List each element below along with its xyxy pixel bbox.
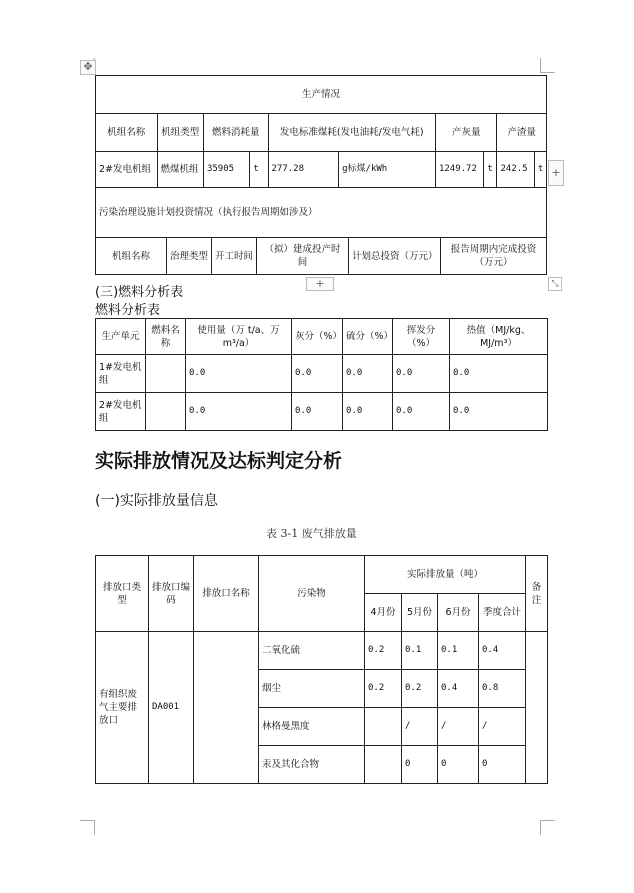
- table-row: [96, 393, 548, 431]
- em-cell-outlet-type: 有组织废气主要排放口: [96, 632, 149, 784]
- crop-mark-bottom-left: [80, 820, 95, 835]
- fuel-analysis-table: [95, 318, 548, 431]
- cell-ash-value: 1249.72: [435, 152, 483, 188]
- fuel-header-volatile: 挥发分（%）: [393, 319, 450, 355]
- fuel-cell-unit: 1#发电机组: [96, 355, 146, 393]
- fuel-cell-usage: 0.0: [186, 355, 292, 393]
- fuel-header-sulfur: 硫分（%）: [343, 319, 393, 355]
- em-cell-total: 0.8: [479, 670, 526, 708]
- header-coal-consumption: 发电标准煤耗(发电油耗/发电气耗): [268, 114, 435, 152]
- emission-table-caption: 表 3-1 废气排放量: [266, 527, 357, 540]
- em-header-outlet-name: 排放口名称: [194, 556, 259, 632]
- em-header-month-5: 5月份: [402, 594, 438, 632]
- inv-header-completed-investment: 报告周期内完成投资（万元）: [450, 244, 537, 268]
- fuel-header-heat: 热值（MJ/kg、MJ/m³）: [450, 319, 548, 355]
- fuel-cell-sulfur: 0.0: [343, 393, 393, 431]
- table-row: [96, 355, 548, 393]
- em-header-quarter-total: 季度合计: [479, 594, 526, 632]
- fuel-cell-volatile: 0.0: [393, 393, 450, 431]
- crop-mark-bottom-right: [540, 820, 555, 835]
- em-header-outlet-code: 排放口编码: [149, 556, 194, 632]
- fuel-cell-ash: 0.0: [292, 393, 343, 431]
- inv-header-start: 开工时间: [212, 238, 257, 274]
- em-header-actual: 实际排放量（吨）: [365, 556, 526, 594]
- em-cell-total: 0: [479, 746, 526, 784]
- em-cell-m4: 0.2: [365, 632, 402, 670]
- table-row: [96, 632, 548, 670]
- inv-header-planned: 计划总投资（万元）: [349, 238, 441, 274]
- em-cell-outlet-name: [194, 632, 259, 784]
- fuel-cell-heat: 0.0: [450, 393, 548, 431]
- em-cell-m6: /: [438, 708, 479, 746]
- fuel-cell-name: [146, 393, 186, 431]
- em-cell-m6: 0.1: [438, 632, 479, 670]
- inv-header-type: 治理类型: [167, 238, 212, 274]
- em-header-pollutant: 污染物: [259, 556, 365, 632]
- crop-mark-top-right: [540, 58, 555, 73]
- em-cell-outlet-code: DA001: [149, 632, 194, 784]
- header-fuel-consumption: 燃料消耗量: [203, 114, 268, 152]
- pollution-investment-title: 污染治理设施计划投资情况（执行报告周期如涉及）: [96, 188, 547, 238]
- fuel-section-heading: (三)燃料分析表: [95, 285, 184, 300]
- header-ash-output: 产灰量: [435, 114, 497, 152]
- cell-unit-type: 燃煤机组: [157, 152, 203, 188]
- em-cell-remark: [526, 632, 548, 784]
- fuel-header-ash: 灰分（%）: [292, 319, 343, 355]
- production-title: 生产情况: [96, 76, 547, 114]
- em-cell-pollutant: 汞及其化合物: [259, 746, 365, 784]
- fuel-cell-ash: 0.0: [292, 355, 343, 393]
- table-move-handle[interactable]: ✥: [80, 60, 96, 75]
- cell-fuel-value: 35905: [203, 152, 249, 188]
- em-cell-pollutant: 烟尘: [259, 670, 365, 708]
- inv-header-complete: （拟）建成投产时间: [257, 238, 349, 274]
- em-cell-total: 0.4: [479, 632, 526, 670]
- em-cell-m5: 0.1: [402, 632, 438, 670]
- cell-slag-unit: t: [534, 152, 546, 188]
- em-header-remark: 备注: [526, 556, 548, 632]
- fuel-cell-usage: 0.0: [186, 393, 292, 431]
- inv-header-unit: 机组名称: [96, 238, 167, 274]
- add-row-button[interactable]: +: [306, 277, 334, 291]
- cell-unit-name: 2#发电机组: [96, 152, 158, 188]
- em-cell-m5: /: [402, 708, 438, 746]
- cell-fuel-unit: t: [250, 152, 268, 188]
- fuel-table-title: 燃料分析表: [95, 303, 161, 318]
- cell-coal-unit: g标煤/kWh: [339, 152, 436, 188]
- fuel-cell-unit: 2#发电机组: [96, 393, 146, 431]
- em-cell-m4: 0.2: [365, 670, 402, 708]
- emission-table: [95, 555, 548, 784]
- em-cell-m5: 0: [402, 746, 438, 784]
- em-cell-total: /: [479, 708, 526, 746]
- production-table: [95, 75, 547, 275]
- fuel-cell-heat: 0.0: [450, 355, 548, 393]
- emission-section-heading: 实际排放情况及达标判定分析: [95, 450, 343, 472]
- fuel-header-name: 燃料名称: [146, 319, 186, 355]
- add-column-button[interactable]: +: [548, 160, 564, 186]
- header-slag-output: 产渣量: [497, 114, 547, 152]
- em-header-outlet-type: 排放口类型: [96, 556, 149, 632]
- fuel-cell-sulfur: 0.0: [343, 355, 393, 393]
- em-cell-m6: 0.4: [438, 670, 479, 708]
- em-cell-m4: [365, 708, 402, 746]
- em-cell-m6: 0: [438, 746, 479, 784]
- em-cell-m4: [365, 746, 402, 784]
- header-unit-name: 机组名称: [96, 114, 158, 152]
- em-cell-pollutant: 林格曼黑度: [259, 708, 365, 746]
- fuel-cell-volatile: 0.0: [393, 355, 450, 393]
- fuel-header-unit: 生产单元: [96, 319, 146, 355]
- cell-slag-value: 242.5: [497, 152, 534, 188]
- header-unit-type: 机组类型: [157, 114, 203, 152]
- em-header-month-4: 4月份: [365, 594, 402, 632]
- em-cell-pollutant: 二氧化硫: [259, 632, 365, 670]
- cell-coal-value: 277.28: [268, 152, 339, 188]
- em-cell-m5: 0.2: [402, 670, 438, 708]
- cell-ash-unit: t: [484, 152, 497, 188]
- emission-subheading: (一)实际排放量信息: [95, 493, 218, 509]
- fuel-cell-name: [146, 355, 186, 393]
- em-header-month-6: 6月份: [438, 594, 479, 632]
- fuel-header-usage: 使用量（万 t/a、万 m³/a）: [186, 319, 292, 355]
- table-resize-handle[interactable]: ⤡: [548, 277, 562, 291]
